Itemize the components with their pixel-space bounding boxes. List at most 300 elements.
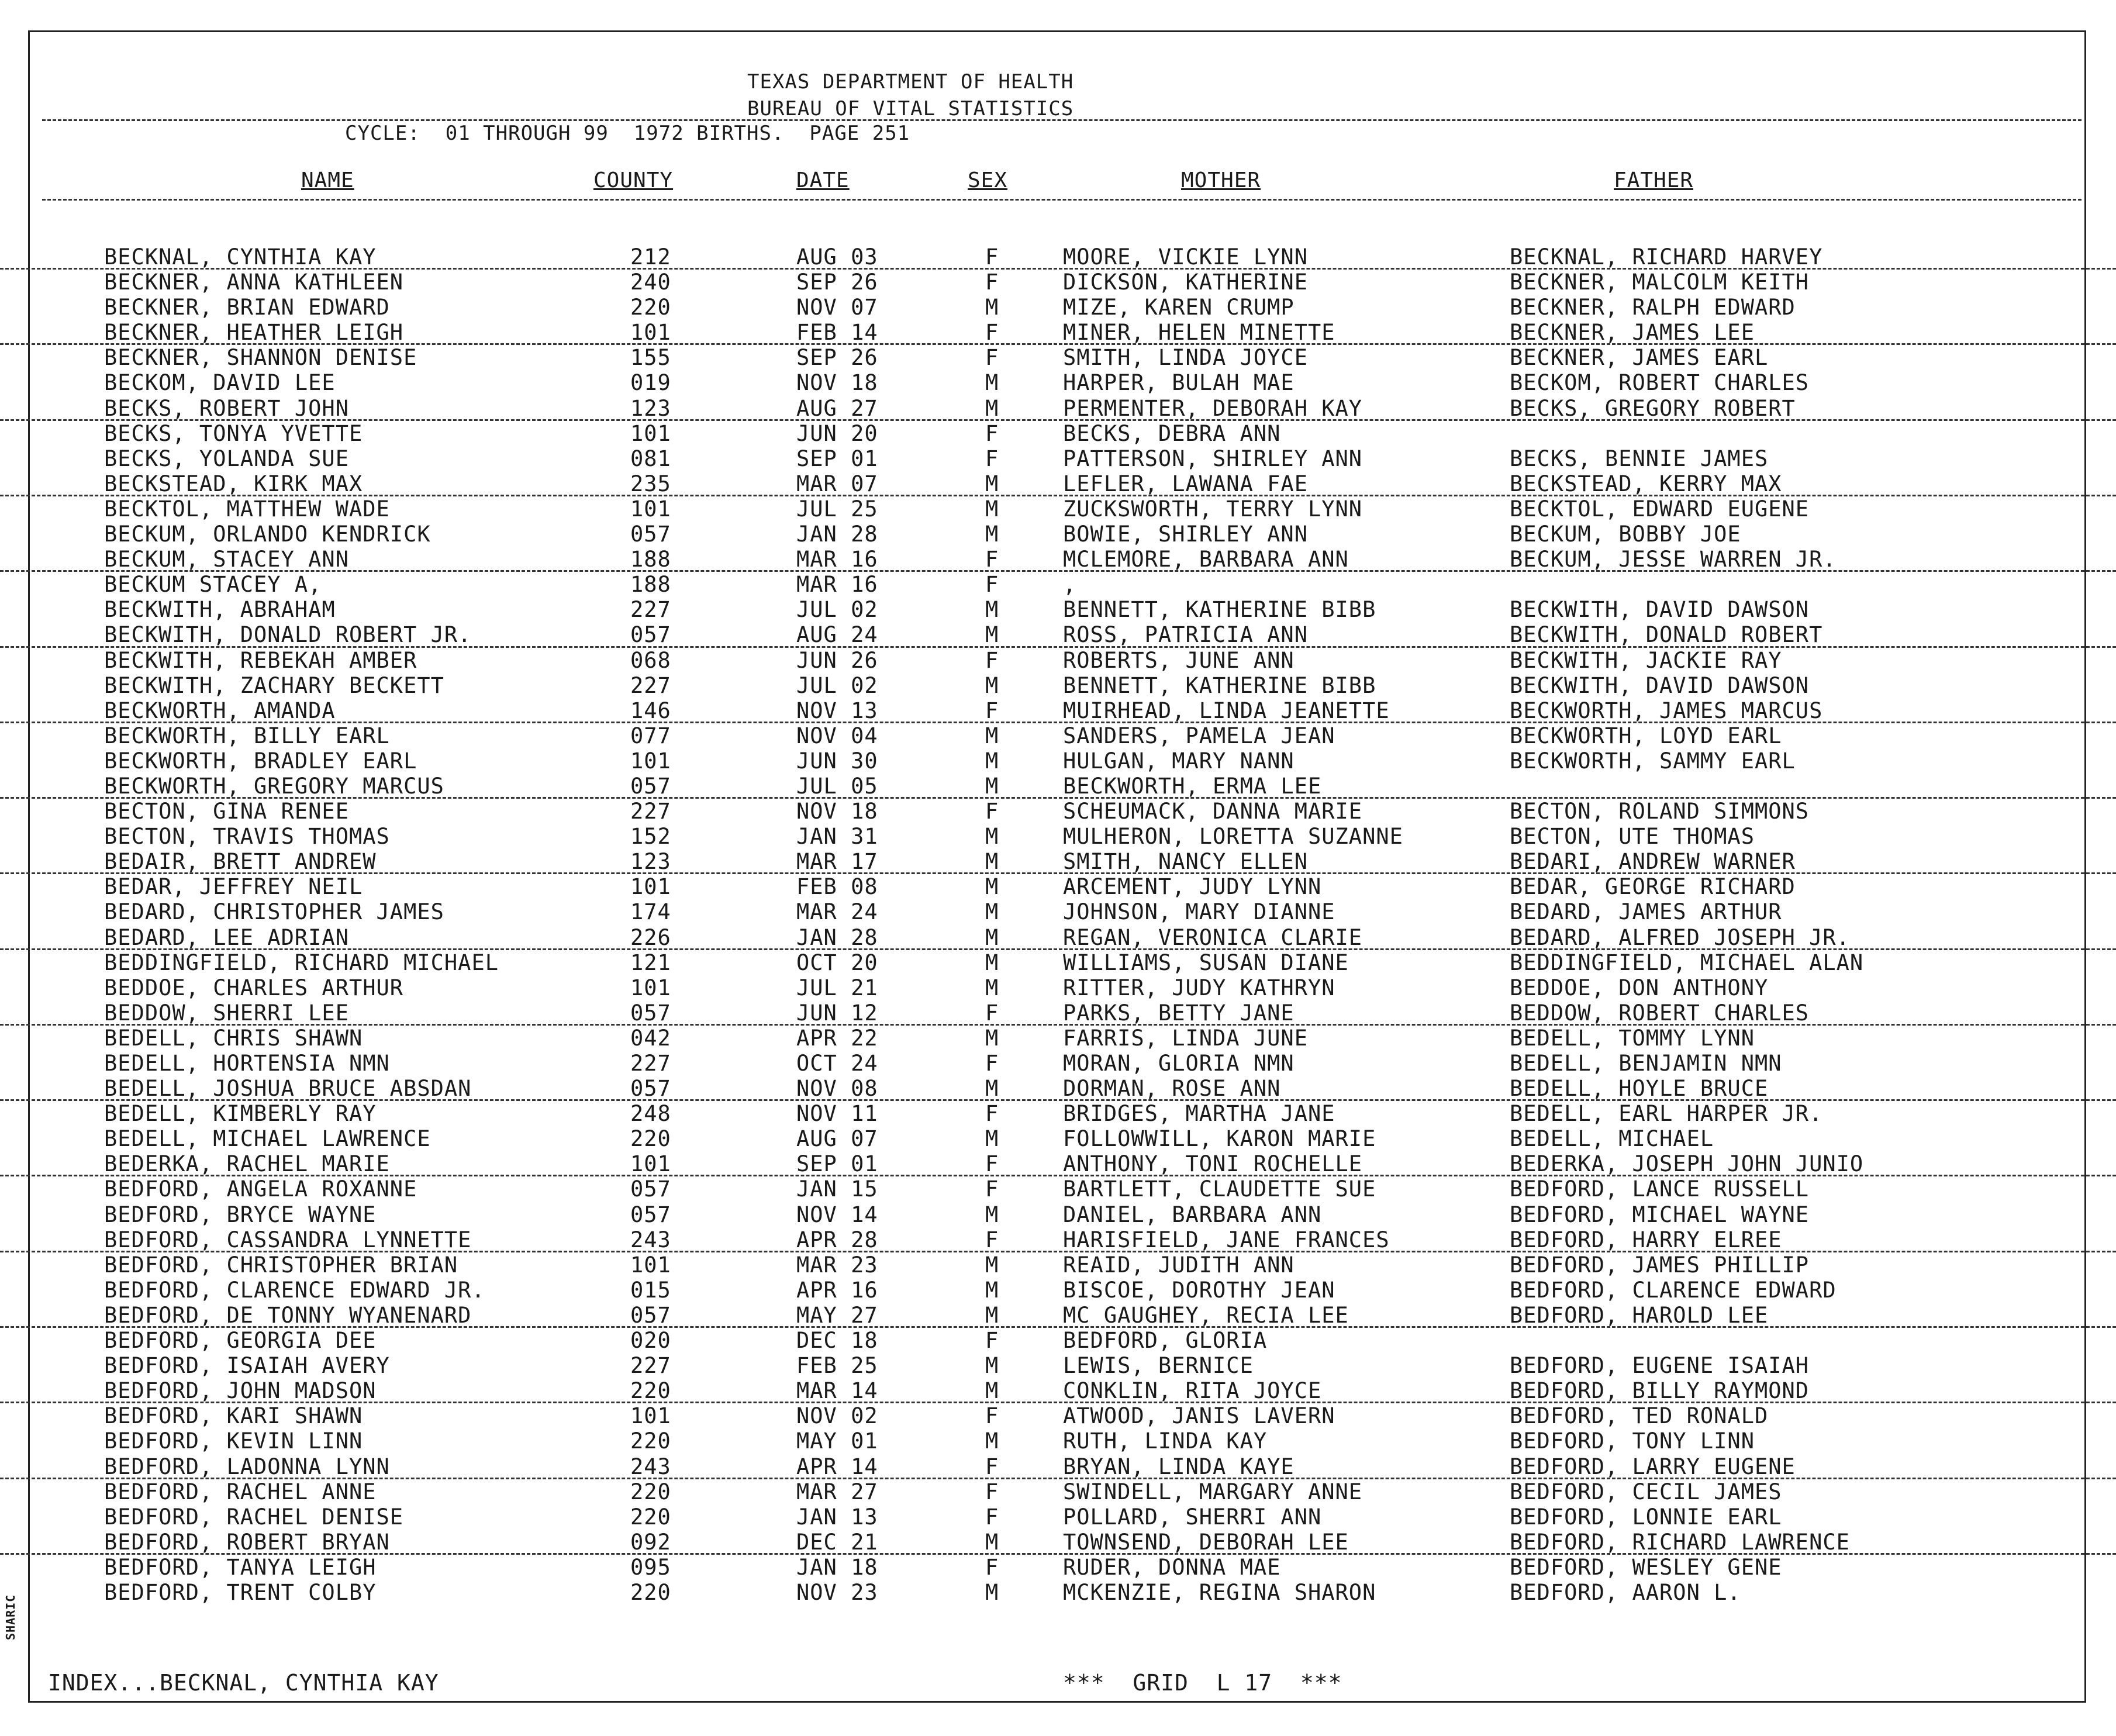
cell-county: 077	[630, 723, 671, 748]
cell-father: BECKWITH, DONALD ROBERT	[1510, 622, 1823, 648]
cell-mother: BOWIE, SHIRLEY ANN	[1063, 522, 1308, 547]
cell-name: BECKWITH, REBEKAH AMBER	[104, 647, 417, 673]
cell-father: BEDFORD, EUGENE ISAIAH	[1510, 1353, 1810, 1379]
cell-name: BECKUM, STACEY ANN	[104, 547, 349, 572]
cell-father: BEDFORD, AARON L.	[1510, 1579, 1741, 1605]
cell-date: JUL 02	[796, 672, 878, 698]
cell-sex: M	[985, 370, 999, 396]
cell-name: BECKNER, ANNA KATHLEEN	[104, 270, 404, 295]
cell-county: 174	[630, 899, 671, 925]
table-row	[0, 1101, 2116, 1126]
cell-date: JAN 13	[796, 1504, 878, 1530]
cell-sex: M	[985, 924, 999, 950]
cell-father: BEDFORD, RICHARD LAWRENCE	[1510, 1529, 1850, 1555]
cell-name: BEDELL, KIMBERLY RAY	[104, 1101, 377, 1127]
cell-date: DEC 18	[796, 1328, 878, 1354]
cell-sex: M	[985, 975, 999, 1000]
table-row	[0, 1555, 2116, 1580]
cell-date: MAR 16	[796, 547, 878, 572]
cell-sex: M	[985, 1076, 999, 1102]
cell-sex: M	[985, 1529, 999, 1555]
cell-sex: F	[985, 1454, 999, 1479]
table-row	[0, 1353, 2116, 1378]
cell-name: BEDFORD, GEORGIA DEE	[104, 1328, 377, 1354]
cell-sex: M	[985, 471, 999, 496]
cell-father: BECKNER, MALCOLM KEITH	[1510, 270, 1810, 295]
table-row	[0, 774, 2116, 799]
cell-father: BEDARD, ALFRED JOSEPH JR.	[1510, 924, 1850, 950]
table-row	[0, 471, 2116, 496]
table-row	[0, 1428, 2116, 1454]
cell-date: MAR 27	[796, 1479, 878, 1504]
header-department: TEXAS DEPARTMENT OF HEALTH	[747, 70, 1074, 94]
table-row	[0, 1479, 2116, 1504]
cell-date: JUL 05	[796, 773, 878, 799]
cell-name: BECKWORTH, AMANDA	[104, 698, 336, 723]
cell-date: NOV 18	[796, 799, 878, 824]
cell-date: MAR 14	[796, 1378, 878, 1404]
cell-name: BECKSTEAD, KIRK MAX	[104, 471, 363, 496]
cell-date: MAR 17	[796, 849, 878, 875]
table-row	[0, 396, 2116, 421]
table-row	[0, 748, 2116, 774]
cell-sex: M	[985, 1302, 999, 1328]
cell-father: BEDELL, EARL HARPER JR.	[1510, 1101, 1823, 1127]
cell-father: BEDERKA, JOSEPH JOHN JUNIO	[1510, 1151, 1864, 1177]
cell-mother: MC GAUGHEY, RECIA LEE	[1063, 1302, 1349, 1328]
cell-mother: BECKS, DEBRA ANN	[1063, 420, 1281, 446]
cell-date: NOV 08	[796, 1076, 878, 1102]
table-row	[0, 244, 2116, 270]
cell-county: 081	[630, 446, 671, 471]
cell-name: BEDFORD, TRENT COLBY	[104, 1579, 377, 1605]
cell-mother: DORMAN, ROSE ANN	[1063, 1076, 1281, 1102]
cell-father: BEDFORD, CECIL JAMES	[1510, 1479, 1782, 1504]
cell-name: BEDFORD, RACHEL DENISE	[104, 1504, 404, 1530]
cell-name: BEDDINGFIELD, RICHARD MICHAEL	[104, 950, 499, 975]
cell-date: JUN 26	[796, 647, 878, 673]
cell-county: 057	[630, 622, 671, 648]
cell-date: JAN 18	[796, 1554, 878, 1580]
cell-county: 042	[630, 1025, 671, 1051]
table-row	[0, 648, 2116, 673]
cell-sex: F	[985, 547, 999, 572]
table-row	[0, 295, 2116, 320]
cell-mother: LEWIS, BERNICE	[1063, 1353, 1254, 1379]
cell-mother: BECKWORTH, ERMA LEE	[1063, 773, 1322, 799]
cell-mother: BRYAN, LINDA KAYE	[1063, 1454, 1295, 1479]
cell-name: BEDERKA, RACHEL MARIE	[104, 1151, 390, 1177]
cell-mother: BENNETT, KATHERINE BIBB	[1063, 597, 1376, 623]
cell-name: BEDARD, LEE ADRIAN	[104, 924, 349, 950]
cell-date: FEB 25	[796, 1353, 878, 1379]
table-row	[0, 421, 2116, 446]
cell-mother: HARPER, BULAH MAE	[1063, 370, 1295, 396]
cell-mother: FOLLOWWILL, KARON MARIE	[1063, 1126, 1376, 1152]
cell-mother: MINER, HELEN MINETTE	[1063, 320, 1335, 346]
cell-mother: ROSS, PATRICIA ANN	[1063, 622, 1308, 648]
cell-father: BECKTOL, EDWARD EUGENE	[1510, 496, 1810, 522]
table-row	[0, 370, 2116, 395]
cell-mother: ATWOOD, JANIS LAVERN	[1063, 1403, 1335, 1429]
cell-name: BEDARD, CHRISTOPHER JAMES	[104, 899, 444, 925]
cell-father: BEDFORD, TED RONALD	[1510, 1403, 1769, 1429]
cell-date: APR 28	[796, 1227, 878, 1252]
cell-date: APR 16	[796, 1277, 878, 1303]
cell-county: 057	[630, 522, 671, 547]
table-row	[0, 496, 2116, 522]
cell-name: BEDFORD, BRYCE WAYNE	[104, 1202, 377, 1227]
column-header-county: COUNTY	[593, 168, 674, 192]
cell-name: BEDFORD, CASSANDRA LYNNETTE	[104, 1227, 472, 1252]
cell-name: BEDFORD, CHRISTOPHER BRIAN	[104, 1252, 458, 1278]
cell-father: BEDFORD, BILLY RAYMOND	[1510, 1378, 1810, 1404]
cell-county: 057	[630, 1000, 671, 1026]
cell-name: BECKNER, HEATHER LEIGH	[104, 320, 404, 346]
table-row	[0, 975, 2116, 1000]
cell-father: BECTON, UTE THOMAS	[1510, 824, 1755, 850]
cell-date: SEP 26	[796, 345, 878, 371]
cell-mother: SANDERS, PAMELA JEAN	[1063, 723, 1335, 748]
cell-father: BECKUM, JESSE WARREN JR.	[1510, 547, 1837, 572]
cell-mother: BARTLETT, CLAUDETTE SUE	[1063, 1176, 1376, 1202]
cell-father: BEDDOE, DON ANTHONY	[1510, 975, 1769, 1000]
table-row	[0, 1504, 2116, 1530]
cell-father: BECKNAL, RICHARD HARVEY	[1510, 244, 1823, 270]
cell-mother: SMITH, LINDA JOYCE	[1063, 345, 1308, 371]
cell-date: NOV 04	[796, 723, 878, 748]
cell-county: 123	[630, 849, 671, 875]
table-row	[0, 1202, 2116, 1227]
table-row	[0, 446, 2116, 471]
cell-county: 123	[630, 395, 671, 421]
cell-date: MAR 16	[796, 572, 878, 598]
table-row	[0, 320, 2116, 345]
birth-records-table	[0, 244, 2116, 1605]
cell-sex: M	[985, 1428, 999, 1454]
cell-name: BEDELL, CHRIS SHAWN	[104, 1025, 363, 1051]
cell-name: BEDDOW, SHERRI LEE	[104, 1000, 349, 1026]
cell-mother: REAID, JUDITH ANN	[1063, 1252, 1295, 1278]
cell-name: BEDFORD, DE TONNY WYANENARD	[104, 1302, 472, 1328]
cell-name: BECTON, TRAVIS THOMAS	[104, 824, 390, 850]
cell-county: 220	[630, 1479, 671, 1504]
cell-county: 019	[630, 370, 671, 396]
cell-name: BEDAR, JEFFREY NEIL	[104, 874, 363, 900]
cell-date: JUL 25	[796, 496, 878, 522]
cell-mother: POLLARD, SHERRI ANN	[1063, 1504, 1322, 1530]
cell-mother: HULGAN, MARY NANN	[1063, 748, 1295, 774]
cell-date: MAY 01	[796, 1428, 878, 1454]
cell-date: NOV 14	[796, 1202, 878, 1227]
cell-mother: FARRIS, LINDA JUNE	[1063, 1025, 1308, 1051]
cell-mother: MOORE, VICKIE LYNN	[1063, 244, 1308, 270]
cell-county: 101	[630, 320, 671, 346]
footer-index: INDEX...BECKNAL, CYNTHIA KAY	[48, 1670, 439, 1696]
table-row	[0, 1454, 2116, 1479]
cell-sex: F	[985, 320, 999, 346]
cell-sex: M	[985, 1277, 999, 1303]
cell-name: BECKTOL, MATTHEW WADE	[104, 496, 390, 522]
cell-name: BECKS, YOLANDA SUE	[104, 446, 349, 471]
table-row	[0, 522, 2116, 547]
cell-sex: M	[985, 950, 999, 975]
table-row	[0, 1026, 2116, 1051]
cell-name: BEDELL, JOSHUA BRUCE ABSDAN	[104, 1076, 472, 1102]
cell-sex: M	[985, 395, 999, 421]
table-row	[0, 1126, 2116, 1151]
cell-mother: MCKENZIE, REGINA SHARON	[1063, 1579, 1376, 1605]
cell-mother: PARKS, BETTY JANE	[1063, 1000, 1295, 1026]
cell-father: BEDDOW, ROBERT CHARLES	[1510, 1000, 1810, 1026]
cell-county: 243	[630, 1227, 671, 1252]
cell-mother: CONKLIN, RITA JOYCE	[1063, 1378, 1322, 1404]
table-row	[0, 1076, 2116, 1101]
cell-sex: F	[985, 1000, 999, 1026]
cell-sex: M	[985, 522, 999, 547]
table-row	[0, 1151, 2116, 1176]
cell-sex: M	[985, 1353, 999, 1379]
cell-father: BEDFORD, LANCE RUSSELL	[1510, 1176, 1810, 1202]
column-header-name: NAME	[301, 168, 354, 192]
cell-county: 101	[630, 420, 671, 446]
cell-father: BEDELL, BENJAMIN NMN	[1510, 1051, 1782, 1076]
cell-date: MAR 24	[796, 899, 878, 925]
table-row	[0, 925, 2116, 950]
cell-county: 248	[630, 1101, 671, 1127]
cell-sex: F	[985, 1051, 999, 1076]
cell-sex: F	[985, 446, 999, 471]
cell-sex: M	[985, 748, 999, 774]
cell-county: 101	[630, 1151, 671, 1177]
cell-name: BECKNAL, CYNTHIA KAY	[104, 244, 377, 270]
cell-sex: M	[985, 1378, 999, 1404]
cell-father: BECKNER, JAMES LEE	[1510, 320, 1755, 346]
cell-sex: F	[985, 799, 999, 824]
cell-name: BEDFORD, LADONNA LYNN	[104, 1454, 390, 1479]
cell-father: BECKSTEAD, KERRY MAX	[1510, 471, 1782, 496]
cell-mother: MCLEMORE, BARBARA ANN	[1063, 547, 1349, 572]
cell-name: BECKNER, SHANNON DENISE	[104, 345, 417, 371]
cell-date: MAY 27	[796, 1302, 878, 1328]
cell-name: BEDFORD, KARI SHAWN	[104, 1403, 363, 1429]
cell-father: BECKS, GREGORY ROBERT	[1510, 395, 1796, 421]
cell-date: JUN 20	[796, 420, 878, 446]
cell-mother: BRIDGES, MARTHA JANE	[1063, 1101, 1335, 1127]
cell-sex: F	[985, 420, 999, 446]
cell-father: BEDARI, ANDREW WARNER	[1510, 849, 1796, 875]
cell-mother: BEDFORD, GLORIA	[1063, 1328, 1268, 1354]
cell-father: BECKWITH, JACKIE RAY	[1510, 647, 1782, 673]
cell-date: JAN 28	[796, 924, 878, 950]
cell-date: FEB 08	[796, 874, 878, 900]
cell-name: BECKOM, DAVID LEE	[104, 370, 336, 396]
cell-name: BECKWITH, ABRAHAM	[104, 597, 336, 623]
cell-county: 220	[630, 1126, 671, 1152]
cell-father: BEDELL, TOMMY LYNN	[1510, 1025, 1755, 1051]
table-row	[0, 1252, 2116, 1278]
cell-sex: M	[985, 1579, 999, 1605]
cell-sex: F	[985, 1504, 999, 1530]
cell-county: 227	[630, 672, 671, 698]
cell-date: NOV 18	[796, 370, 878, 396]
table-row	[0, 849, 2116, 874]
cell-date: SEP 01	[796, 1151, 878, 1177]
cell-sex: M	[985, 597, 999, 623]
cell-sex: F	[985, 1403, 999, 1429]
cell-date: MAR 07	[796, 471, 878, 496]
cell-date: NOV 07	[796, 295, 878, 320]
cell-mother: REGAN, VERONICA CLARIE	[1063, 924, 1363, 950]
cell-mother: MIZE, KAREN CRUMP	[1063, 295, 1295, 320]
cell-county: 101	[630, 975, 671, 1000]
cell-county: 212	[630, 244, 671, 270]
cell-mother: SMITH, NANCY ELLEN	[1063, 849, 1308, 875]
cell-mother: TOWNSEND, DEBORAH LEE	[1063, 1529, 1349, 1555]
cell-father: BEDFORD, HARRY ELREE	[1510, 1227, 1782, 1252]
table-row	[0, 899, 2116, 924]
cell-name: BEDELL, MICHAEL LAWRENCE	[104, 1126, 431, 1152]
cell-county: 057	[630, 1202, 671, 1227]
cell-county: 015	[630, 1277, 671, 1303]
cell-county: 101	[630, 748, 671, 774]
cell-county: 155	[630, 345, 671, 371]
cell-date: JAN 15	[796, 1176, 878, 1202]
cell-name: BECKS, ROBERT JOHN	[104, 395, 349, 421]
cell-county: 020	[630, 1328, 671, 1354]
cell-father: BECKWORTH, LOYD EARL	[1510, 723, 1782, 748]
cell-sex: F	[985, 1479, 999, 1504]
cell-father: BEDFORD, CLARENCE EDWARD	[1510, 1277, 1837, 1303]
table-row	[0, 345, 2116, 370]
cell-date: JUN 30	[796, 748, 878, 774]
cell-mother: BISCOE, DOROTHY JEAN	[1063, 1277, 1335, 1303]
cell-father: BECKWITH, DAVID DAWSON	[1510, 672, 1810, 698]
cell-sex: M	[985, 1202, 999, 1227]
cell-mother: PERMENTER, DEBORAH KAY	[1063, 395, 1363, 421]
cell-father: BECKNER, RALPH EDWARD	[1510, 295, 1796, 320]
cell-father: BECKOM, ROBERT CHARLES	[1510, 370, 1810, 396]
cell-mother: MORAN, GLORIA NMN	[1063, 1051, 1295, 1076]
cell-father: BEDFORD, TONY LINN	[1510, 1428, 1755, 1454]
cell-name: BECKNER, BRIAN EDWARD	[104, 295, 390, 320]
column-header-rule	[42, 199, 2082, 201]
cell-county: 146	[630, 698, 671, 723]
cell-date: JUL 02	[796, 597, 878, 623]
cell-father: BECKWITH, DAVID DAWSON	[1510, 597, 1810, 623]
cell-father: BECKNER, JAMES EARL	[1510, 345, 1769, 371]
cell-name: BEDFORD, JOHN MADSON	[104, 1378, 377, 1404]
cell-sex: F	[985, 1176, 999, 1202]
table-row	[0, 1000, 2116, 1026]
cell-mother: ,	[1063, 572, 1077, 598]
cell-mother: RITTER, JUDY KATHRYN	[1063, 975, 1335, 1000]
header-rule	[42, 119, 2082, 121]
cell-county: 227	[630, 1353, 671, 1379]
cell-name: BEDFORD, ISAIAH AVERY	[104, 1353, 390, 1379]
cell-sex: F	[985, 1328, 999, 1354]
cell-county: 243	[630, 1454, 671, 1479]
cell-mother: WILLIAMS, SUSAN DIANE	[1063, 950, 1349, 975]
table-row	[0, 547, 2116, 572]
header-cycle: CYCLE: 01 THROUGH 99 1972 BIRTHS. PAGE 251	[345, 122, 910, 145]
cell-county: 057	[630, 773, 671, 799]
cell-sex: M	[985, 1025, 999, 1051]
table-row	[0, 1303, 2116, 1328]
cell-county: 121	[630, 950, 671, 975]
cell-sex: F	[985, 244, 999, 270]
cell-name: BEDFORD, ANGELA ROXANNE	[104, 1176, 417, 1202]
cell-sex: M	[985, 496, 999, 522]
cell-county: 101	[630, 496, 671, 522]
cell-date: JAN 28	[796, 522, 878, 547]
table-row	[0, 1580, 2116, 1605]
cell-name: BECKWITH, DONALD ROBERT JR.	[104, 622, 472, 648]
cell-county: 095	[630, 1554, 671, 1580]
cell-father: BEDFORD, MICHAEL WAYNE	[1510, 1202, 1810, 1227]
cell-date: OCT 20	[796, 950, 878, 975]
cell-mother: RUDER, DONNA MAE	[1063, 1554, 1281, 1580]
cell-father: BEDFORD, JAMES PHILLIP	[1510, 1252, 1810, 1278]
cell-mother: SWINDELL, MARGARY ANNE	[1063, 1479, 1363, 1504]
cell-sex: M	[985, 874, 999, 900]
cell-father: BECTON, ROLAND SIMMONS	[1510, 799, 1810, 824]
cell-county: 220	[630, 1504, 671, 1530]
table-row	[0, 723, 2116, 748]
cell-county: 235	[630, 471, 671, 496]
cell-name: BEDELL, HORTENSIA NMN	[104, 1051, 390, 1076]
cell-sex: F	[985, 1554, 999, 1580]
cell-sex: M	[985, 899, 999, 925]
cell-date: AUG 27	[796, 395, 878, 421]
cell-mother: HARISFIELD, JANE FRANCES	[1063, 1227, 1390, 1252]
table-row	[0, 622, 2116, 647]
cell-sex: M	[985, 672, 999, 698]
cell-name: BEDFORD, CLARENCE EDWARD JR.	[104, 1277, 485, 1303]
cell-county: 188	[630, 547, 671, 572]
cell-county: 220	[630, 1378, 671, 1404]
cell-date: JUN 12	[796, 1000, 878, 1026]
cell-mother: SCHEUMACK, DANNA MARIE	[1063, 799, 1363, 824]
cell-county: 188	[630, 572, 671, 598]
cell-sex: M	[985, 824, 999, 850]
cell-sex: M	[985, 849, 999, 875]
cell-county: 240	[630, 270, 671, 295]
cell-father: BECKWORTH, JAMES MARCUS	[1510, 698, 1823, 723]
cell-sex: M	[985, 723, 999, 748]
cell-county: 057	[630, 1176, 671, 1202]
cell-sex: F	[985, 1151, 999, 1177]
cell-mother: MUIRHEAD, LINDA JEANETTE	[1063, 698, 1390, 723]
cell-name: BEDDOE, CHARLES ARTHUR	[104, 975, 404, 1000]
table-row	[0, 1227, 2116, 1252]
cell-name: BECKUM STACEY A,	[104, 572, 322, 598]
cell-sex: F	[985, 270, 999, 295]
cell-sex: M	[985, 1126, 999, 1152]
cell-county: 101	[630, 1252, 671, 1278]
table-row	[0, 698, 2116, 723]
cell-name: BECKWITH, ZACHARY BECKETT	[104, 672, 444, 698]
cell-sex: F	[985, 647, 999, 673]
cell-date: FEB 14	[796, 320, 878, 346]
cell-name: BEDFORD, KEVIN LINN	[104, 1428, 363, 1454]
cell-name: BEDFORD, RACHEL ANNE	[104, 1479, 377, 1504]
cell-father: BEDFORD, WESLEY GENE	[1510, 1554, 1782, 1580]
cell-county: 057	[630, 1076, 671, 1102]
cell-mother: ANTHONY, TONI ROCHELLE	[1063, 1151, 1363, 1177]
table-row	[0, 950, 2116, 975]
cell-date: NOV 13	[796, 698, 878, 723]
